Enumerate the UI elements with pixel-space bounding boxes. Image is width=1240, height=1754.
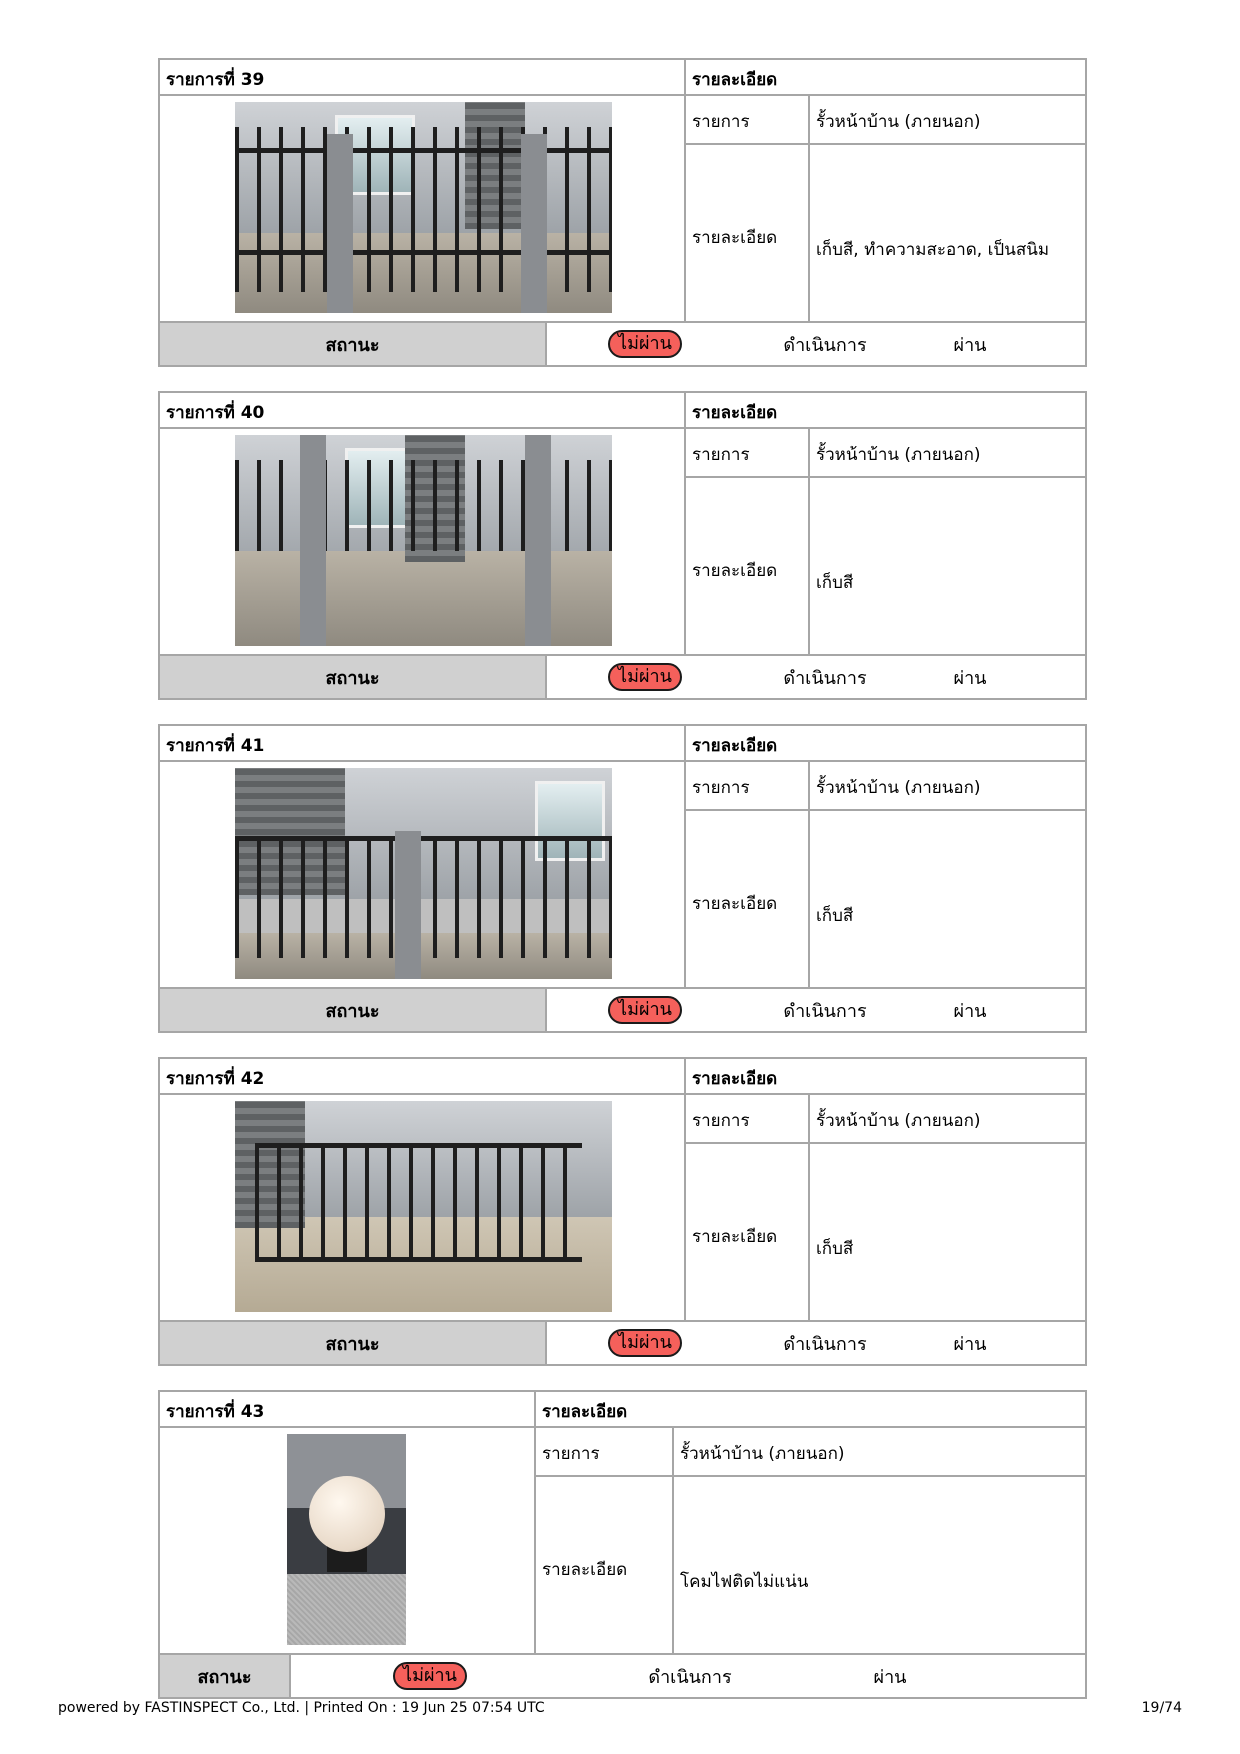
status-pass-option[interactable]: ผ่าน [953,1000,987,1022]
item-label: รายการ [692,445,750,465]
status-fail-badge: ไม่ผ่าน [608,1329,682,1357]
status-fail-option[interactable] [590,656,700,698]
inspection-photo[interactable] [235,1101,612,1312]
detail-header: รายละเอียด [692,1069,778,1089]
inspection-item-card [158,1390,1087,1699]
detail-header: รายละเอียด [692,403,778,423]
status-fail-badge: ไม่ผ่าน [608,996,682,1024]
inspection-photo[interactable] [235,435,612,646]
item-value: รั้วหน้าบ้าน (ภายนอก) [680,1444,845,1464]
status-fail-option[interactable] [590,323,700,365]
item-title: รายการที่ 40 [166,403,265,423]
detail-value: เก็บสี [816,573,854,593]
item-title: รายการที่ 42 [166,1069,265,1089]
status-label: สถานะ [160,989,545,1031]
detail-value: เก็บสี [816,1239,854,1259]
status-row [160,656,1085,698]
detail-header: รายละเอียด [692,70,778,90]
detail-value: โคมไฟติดไม่แน่น [680,1572,809,1592]
inspection-item-card [158,58,1087,367]
inspection-photo[interactable] [287,1434,406,1645]
status-row [160,989,1085,1031]
item-value: รั้วหน้าบ้าน (ภายนอก) [816,112,981,132]
status-pass-option[interactable]: ผ่าน [873,1666,907,1688]
status-fail-option[interactable] [590,1322,700,1364]
status-pass-option[interactable]: ผ่าน [953,334,987,356]
item-label: รายการ [692,112,750,132]
status-in-progress-option[interactable]: ดำเนินการ [783,667,867,689]
detail-label: รายละเอียด [692,561,778,581]
status-in-progress-option[interactable]: ดำเนินการ [783,1000,867,1022]
detail-label: รายละเอียด [692,1227,778,1247]
inspection-photo[interactable] [235,768,612,979]
footer-page-number: 19/74 [1141,1700,1182,1716]
footer-powered-by: powered by FASTINSPECT Co., Ltd. | Printed On : 19 Jun 25 07:54 UTC [58,1700,545,1716]
status-row [160,1322,1085,1364]
status-in-progress-option[interactable]: ดำเนินการ [783,334,867,356]
item-value: รั้วหน้าบ้าน (ภายนอก) [816,445,981,465]
inspection-item-card [158,724,1087,1033]
item-label: รายการ [542,1444,600,1464]
status-pass-option[interactable]: ผ่าน [953,667,987,689]
item-value: รั้วหน้าบ้าน (ภายนอก) [816,778,981,798]
status-fail-option[interactable] [375,1655,485,1697]
item-title: รายการที่ 43 [166,1402,265,1422]
inspection-photo[interactable] [235,102,612,313]
status-in-progress-option[interactable]: ดำเนินการ [648,1666,732,1688]
status-in-progress-option[interactable]: ดำเนินการ [783,1333,867,1355]
status-label: สถานะ [160,1322,545,1364]
detail-header: รายละเอียด [542,1402,628,1422]
status-label: สถานะ [160,323,545,365]
status-label: สถานะ [160,1655,289,1697]
item-title: รายการที่ 39 [166,70,265,90]
inspection-item-card [158,1057,1087,1366]
inspection-item-card [158,391,1087,700]
detail-value: เก็บสี [816,906,854,926]
status-row [160,323,1085,365]
status-fail-badge: ไม่ผ่าน [393,1662,467,1690]
status-row [160,1655,1085,1697]
item-value: รั้วหน้าบ้าน (ภายนอก) [816,1111,981,1131]
status-fail-badge: ไม่ผ่าน [608,663,682,691]
item-label: รายการ [692,778,750,798]
detail-label: รายละเอียด [542,1560,628,1580]
status-fail-option[interactable] [590,989,700,1031]
detail-header: รายละเอียด [692,736,778,756]
item-label: รายการ [692,1111,750,1131]
status-pass-option[interactable]: ผ่าน [953,1333,987,1355]
status-label: สถานะ [160,656,545,698]
detail-label: รายละเอียด [692,894,778,914]
detail-label: รายละเอียด [692,228,778,248]
detail-value: เก็บสี, ทำความสะอาด, เป็นสนิม [816,240,1050,260]
status-fail-badge: ไม่ผ่าน [608,330,682,358]
item-title: รายการที่ 41 [166,736,265,756]
